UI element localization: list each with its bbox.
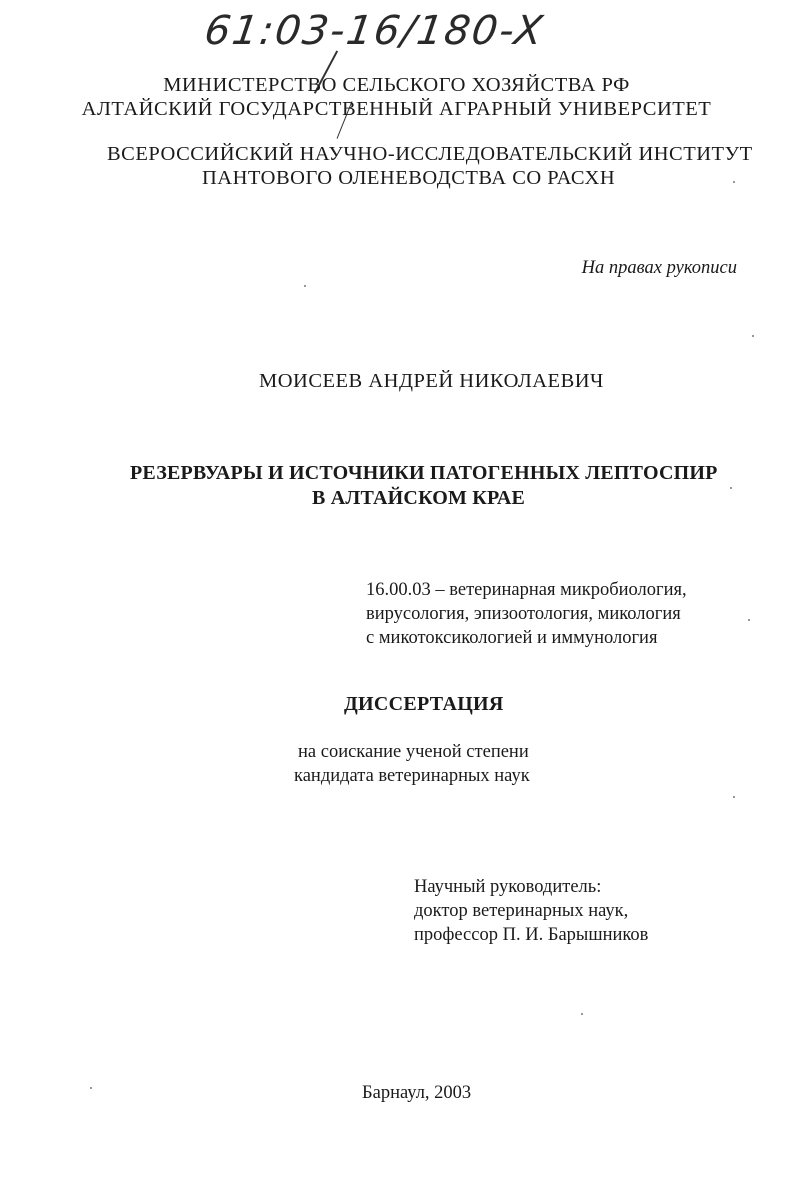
scan-speck	[733, 796, 735, 798]
dissertation-title-line2: В АЛТАЙСКОМ КРАЕ	[312, 487, 526, 509]
degree-line1: на соискание ученой степени	[298, 742, 529, 762]
scan-speck	[90, 1087, 92, 1089]
header-university: АЛТАЙСКИЙ ГОСУДАРСТВЕННЫЙ АГРАРНЫЙ УНИВЕРСИТЕТ	[81, 98, 712, 120]
document-type: ДИССЕРТАЦИЯ	[344, 693, 504, 715]
specialty-line2: вирусология, эпизоотология, микология	[366, 604, 681, 624]
author-name: МОИСЕЕВ АНДРЕЙ НИКОЛАЕВИЧ	[259, 370, 604, 392]
archive-stamp: 61:03-16/180-X	[201, 8, 548, 54]
scan-speck	[733, 181, 735, 183]
scan-speck	[730, 487, 732, 489]
specialty-line1: 16.00.03 – ветеринарная микробиология,	[366, 580, 687, 600]
specialty-line3: с микотоксикологией и иммунология	[366, 628, 658, 648]
scan-speck	[304, 285, 306, 287]
dissertation-title-line1: РЕЗЕРВУАРЫ И ИСТОЧНИКИ ПАТОГЕННЫХ ЛЕПТОСПИР	[130, 462, 718, 484]
header-institute: ВСЕРОССИЙСКИЙ НАУЧНО-ИССЛЕДОВАТЕЛЬСКИЙ ИНСТИТУТ	[107, 143, 753, 165]
header-institute-cont: ПАНТОВОГО ОЛЕНЕВОДСТВА СО РАСХН	[202, 167, 616, 189]
header-ministry: МИНИСТЕРСТВО СЕЛЬСКОГО ХОЗЯЙСТВА РФ	[163, 74, 630, 96]
supervisor-degree: доктор ветеринарных наук,	[414, 901, 629, 921]
manuscript-note: На правах рукописи	[581, 258, 737, 278]
scan-speck	[752, 335, 754, 337]
supervisor-label: Научный руководитель:	[414, 877, 602, 897]
supervisor-name: профессор П. И. Барышников	[414, 925, 649, 945]
scan-speck	[748, 619, 750, 621]
city-year: Барнаул, 2003	[362, 1083, 472, 1103]
scan-speck	[581, 1013, 583, 1015]
degree-line2: кандидата ветеринарных наук	[294, 766, 530, 786]
